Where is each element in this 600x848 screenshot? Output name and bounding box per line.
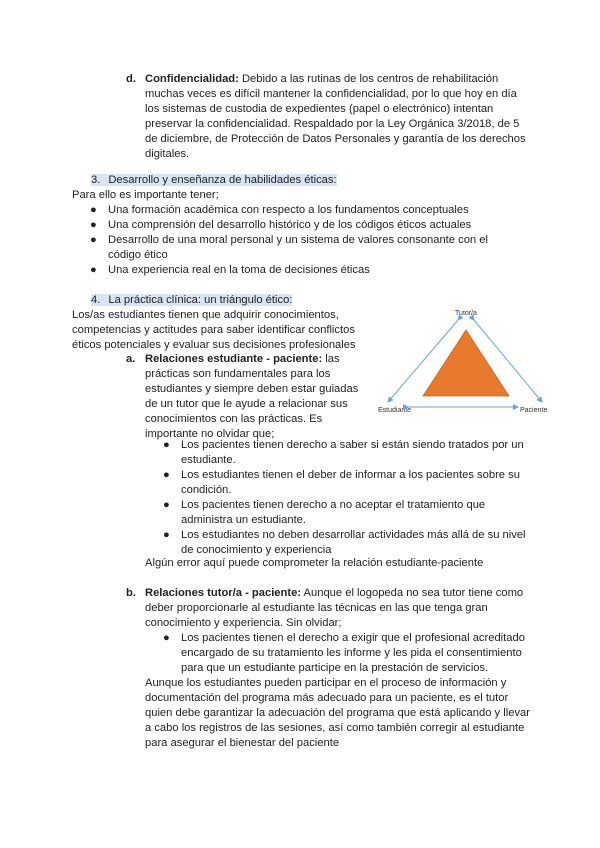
- bullet-icon: ●: [90, 219, 97, 231]
- section-d-text: Debido a las rutinas de los centros de rehabilitación muchas veces es difícil mantener la confidencialidad, por lo que hoy en día los sistemas de custodia de expedientes (papel o electrónico) intentan preservar la confidencialidad. Respaldado por la Ley Orgánica 3/2018, de 5 de diciembre, de Protección de Datos Personales y garantía de los derechos digitales.: [145, 73, 526, 160]
- section3-intro: Para ello es importante tener;: [72, 189, 219, 201]
- bullet-icon: ●: [163, 632, 170, 644]
- subsection-a-text: las prácticas son fundamentales para los estudiantes y siempre deben estar guiadas de un tutor que le ayude a relacionar sus conocimientos con las prácticas. Es importante no olvidar que;: [145, 353, 359, 440]
- subsection-a-bullets: [159, 438, 531, 558]
- section4-number: 4.: [91, 294, 108, 306]
- subsection-a-title: Relaciones estudiante - paciente:: [145, 353, 323, 365]
- list-item: ● Los pacientes tienen derecho a saber si están siendo tratados por un estudiante.: [163, 439, 524, 466]
- bullet-icon: ●: [90, 234, 97, 246]
- bullet-icon: ●: [163, 529, 170, 541]
- section-d-title: Confidencialidad:: [145, 73, 239, 85]
- subsection-a-paragraph: [145, 352, 361, 442]
- list-item: ● Una comprensión del desarrollo histórico y de los códigos éticos actuales: [90, 219, 472, 231]
- subsection-a-marker: a.: [126, 353, 136, 365]
- subsection-b-bullets: [159, 631, 531, 676]
- subsection-b-text: Aunque el logopeda no sea tutor tiene como deber proporcionarle al estudiante las técnicas en las que tenga gran conocimiento y experiencia. Sin olvidar;: [145, 587, 524, 629]
- list-item: ● Los pacientes tienen el derecho a exigir que el profesional acreditado encargado de su tratamiento les informe y les pida el consentimiento para que un estudiante participe en la prestación de servicios.: [163, 632, 525, 674]
- subsection-b-marker: b.: [126, 587, 136, 599]
- section3-heading: Desarrollo y enseñanza de habilidades éticas:: [108, 174, 337, 186]
- section-d-paragraph: [145, 72, 526, 162]
- list-item: ● Desarrollo de una moral personal y un sistema de valores consonante con el código ético: [90, 234, 488, 261]
- bullet-icon: ●: [163, 439, 170, 451]
- bullet-icon: ●: [90, 204, 97, 216]
- diagram-right-label: Paciente: [520, 407, 548, 414]
- subsection-a-closing: Algún error aquí puede comprometer la relación estudiante-paciente: [145, 557, 484, 569]
- subsection-b: [126, 586, 538, 631]
- bullet-icon: ●: [90, 264, 97, 276]
- bullet-icon: ●: [163, 469, 170, 481]
- section3-bullets: [86, 203, 506, 278]
- subsection-b-closing: Aunque los estudiantes pueden participar en el proceso de información y documentación del programa más adecuado para un paciente, es el tutor quien debe garantizar la adecuación del programa que está aplicando y llevar a cabo los registros de las sesiones, así como también corregir al estudiante para asegurar el bienestar del paciente: [145, 677, 530, 749]
- list-item: ● Los estudiantes no deben desarrollar actividades más allá de su nivel de conocimiento y experiencia: [163, 529, 526, 556]
- diagram-top-label: Tutor/a: [455, 310, 477, 317]
- list-item: ● Los pacientes tienen derecho a no aceptar el tratamiento que administra un estudiante.: [163, 499, 486, 526]
- list-item: ● Los estudiantes tienen el deber de informar a los pacientes sobre su condición.: [163, 469, 520, 496]
- section-d-marker: d.: [126, 73, 136, 85]
- list-item: ● Una formación académica con respecto a los fundamentos conceptuales: [90, 204, 469, 216]
- section4-heading: La práctica clínica: un triángulo ético:: [108, 294, 293, 306]
- ethical-triangle-diagram: [376, 304, 554, 416]
- section-d: [126, 72, 526, 162]
- subsection-a: [126, 352, 376, 442]
- bullet-icon: ●: [163, 499, 170, 511]
- triangle-shape: [423, 330, 509, 396]
- subsection-b-paragraph: [145, 586, 533, 631]
- section4-heading-row: [91, 293, 292, 308]
- diagram-left-label: Estudiante: [378, 407, 412, 414]
- section3-heading-row: [91, 173, 337, 188]
- list-item: ● Una experiencia real en la toma de decisiones éticas: [90, 264, 370, 276]
- section3-number: 3.: [91, 174, 108, 186]
- section4-intro: Los/as estudiantes tienen que adquirir conocimientos, competencias y actitudes para saber identificar conflictos éticos potenciales y evaluar sus decisiones profesionales: [72, 309, 356, 351]
- subsection-b-title: Relaciones tutor/a - paciente:: [145, 587, 302, 599]
